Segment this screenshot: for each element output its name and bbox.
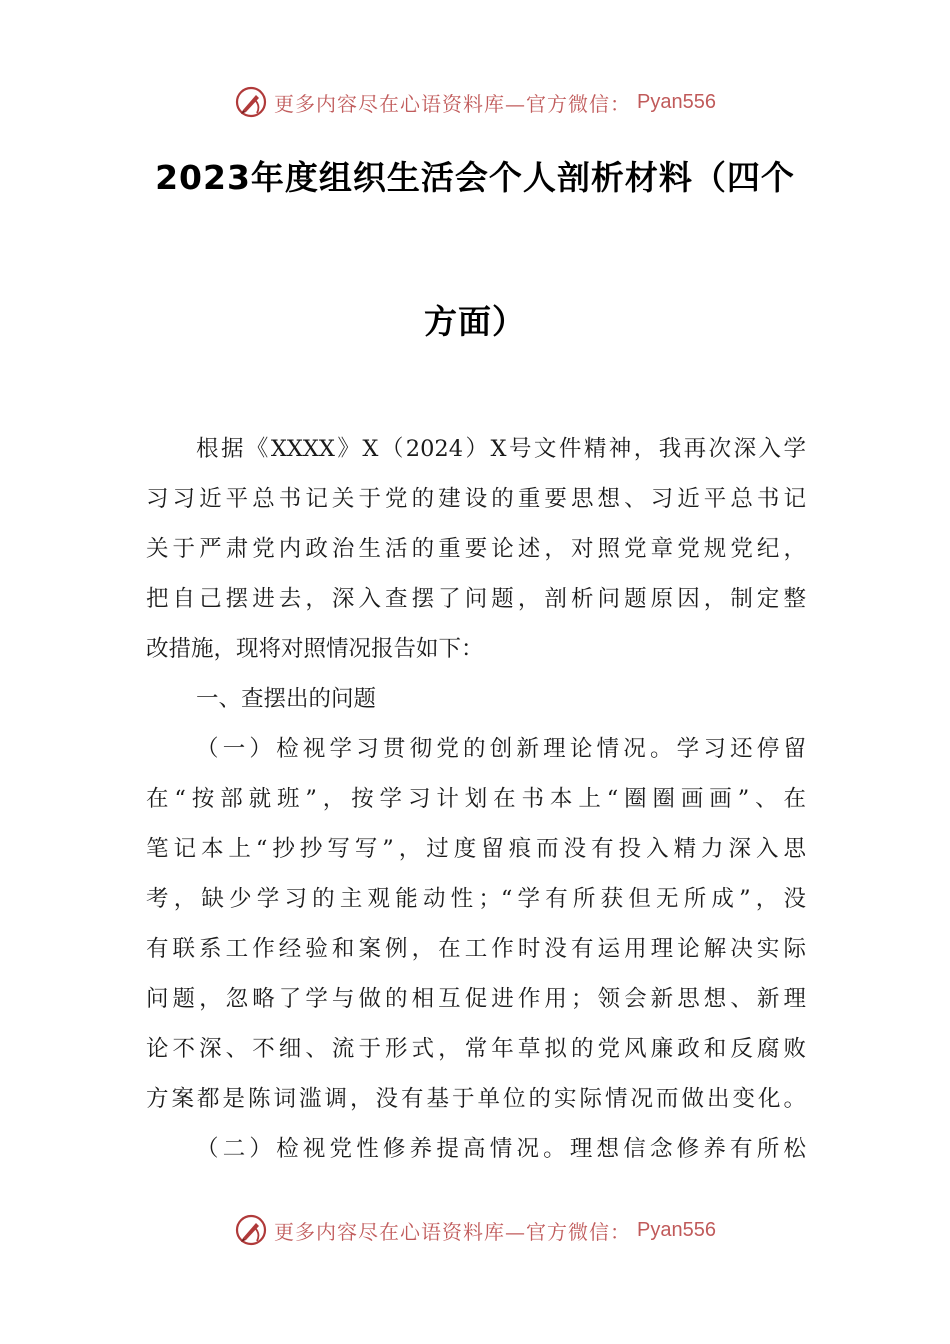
footer-banner-code: Pyan556 bbox=[637, 1218, 716, 1241]
body-line: （二）检视党性修养提高情况。理想信念修养有所松 bbox=[196, 1136, 806, 1162]
pen-logo-icon bbox=[234, 85, 268, 119]
document-title-line-1: 2023年度组织生活会个人剖析材料（四个 bbox=[155, 158, 795, 197]
body-line: 关于严肃党内政治生活的重要论述，对照党章党规党纪， bbox=[146, 536, 806, 562]
body-line: 改措施，现将对照情况报告如下： bbox=[146, 636, 484, 662]
body-line: 笔记本上“抄抄写写”，过度留痕而没有投入精力深入思 bbox=[146, 836, 806, 862]
header-banner-code: Pyan556 bbox=[637, 90, 716, 113]
pen-logo-icon bbox=[234, 1213, 268, 1247]
header-banner bbox=[0, 82, 950, 122]
section-heading: 一、查摆出的问题 bbox=[196, 686, 377, 712]
body-line: 方案都是陈词滥调，没有基于单位的实际情况而做出变化。 bbox=[146, 1086, 806, 1112]
footer-banner-text: 更多内容尽在心语资料库—官方微信： bbox=[274, 1219, 632, 1244]
body-line: 有联系工作经验和案例，在工作时没有运用理论解决实际 bbox=[146, 936, 806, 962]
body-line: 在“按部就班”，按学习计划在书本上“圈圈画画”、在 bbox=[146, 786, 806, 812]
body-line: 考，缺少学习的主观能动性；“学有所获但无所成”，没 bbox=[146, 886, 806, 912]
body-line: 习习近平总书记关于党的建设的重要思想、习近平总书记 bbox=[146, 486, 806, 512]
body-line: 论不深、不细、流于形式，常年草拟的党风廉政和反腐败 bbox=[146, 1036, 806, 1062]
body-line: 根据《XXXX》X（2024）X号文件精神，我再次深入学 bbox=[196, 436, 806, 462]
body-line: 把自己摆进去，深入查摆了问题，剖析问题原因，制定整 bbox=[146, 586, 806, 612]
body-line: 问题，忽略了学与做的相互促进作用；领会新思想、新理 bbox=[146, 986, 806, 1012]
header-banner-text: 更多内容尽在心语资料库—官方微信： bbox=[274, 91, 632, 116]
body-line: （一）检视学习贯彻党的创新理论情况。学习还停留 bbox=[196, 736, 806, 762]
footer-banner bbox=[0, 1210, 950, 1250]
document-title-line-2: 方面） bbox=[424, 302, 526, 341]
